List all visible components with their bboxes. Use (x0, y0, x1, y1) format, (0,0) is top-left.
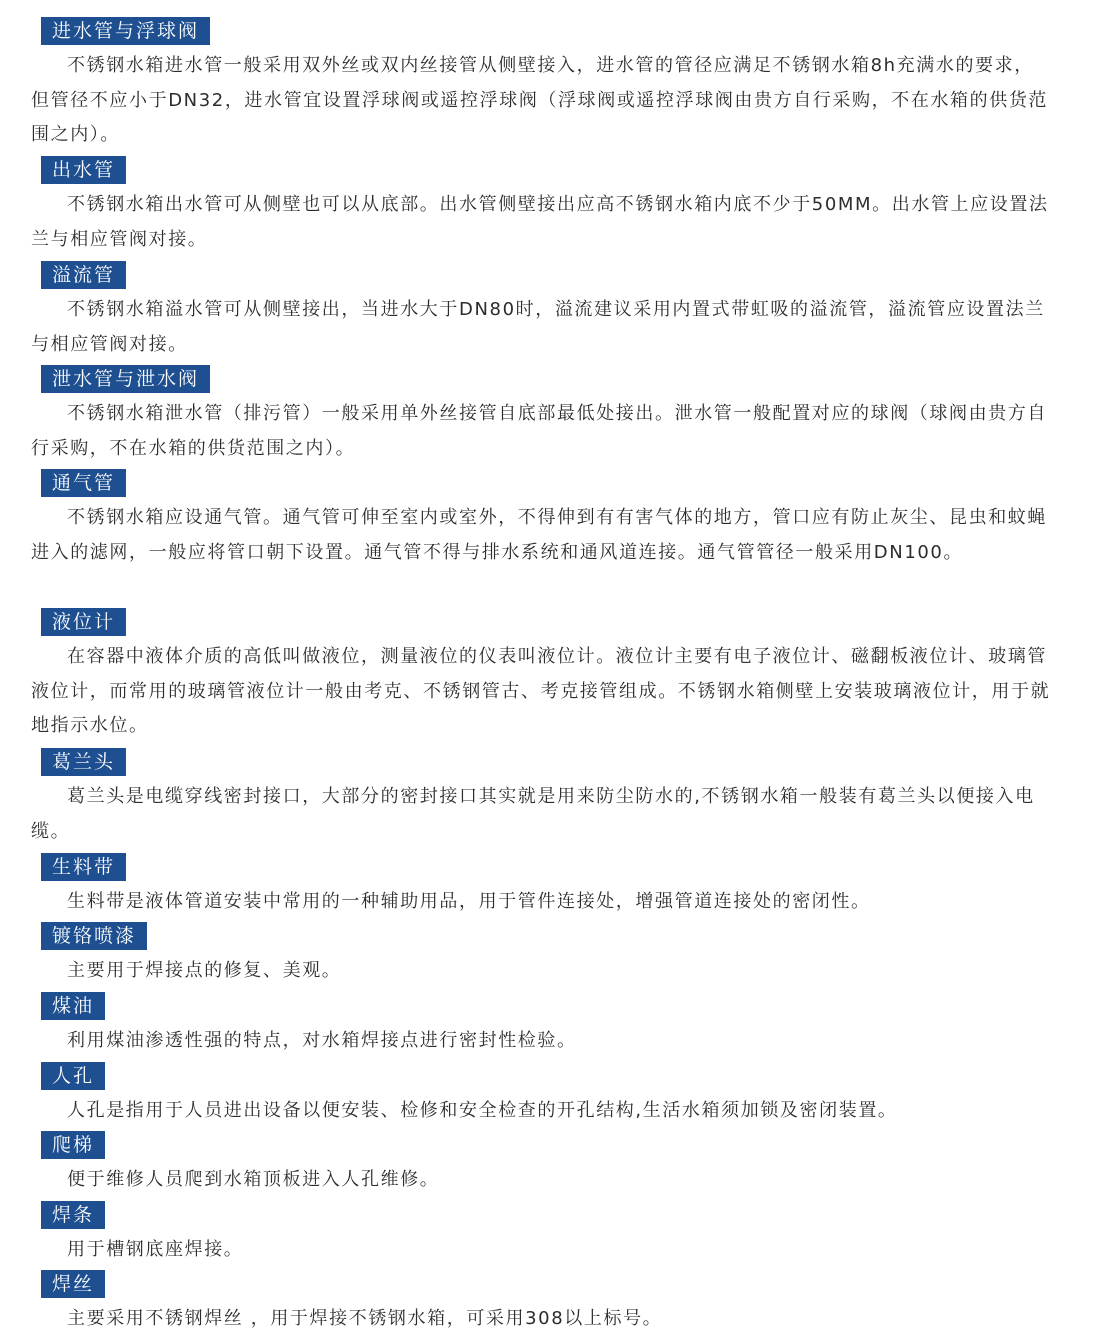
section-body: 生料带是液体管道安装中常用的一种辅助用品，用于管件连接处，增强管道连接处的密闭性。 (67, 891, 871, 912)
section-body: 不锈钢水箱进水管一般采用双外丝或双内丝接管从侧壁接入，进水管的管径应满足不锈钢水箱8h充满水的要求，但管径不应小于DN32，进水管宜设置浮球阀或遥控浮球阀（浮球阀或遥控浮球阀由贵方自行采购，不在水箱的供货范围之内）。 (31, 55, 1049, 146)
section-body: 人孔是指用于人员进出设备以便安装、检修和安全检查的开孔结构,生活水箱须加锁及密闭装置。 (67, 1100, 898, 1121)
section-heading: 人孔 (41, 1062, 105, 1090)
section-heading: 焊条 (41, 1201, 105, 1229)
section-body: 不锈钢水箱出水管可从侧壁也可以从底部。出水管侧壁接出应高不锈钢水箱内底不少于50MM。出水管上应设置法兰与相应管阀对接。 (31, 194, 1049, 250)
section-body: 主要采用不锈钢焊丝 ，用于焊接不锈钢水箱，可采用308以上标号。 (67, 1308, 663, 1329)
section-body: 不锈钢水箱应设通气管。通气管可伸至室内或室外，不得伸到有有害气体的地方，管口应有防止灰尘、昆虫和蚊蝇进入的滤网，一般应将管口朝下设置。通气管不得与排水系统和通风道连接。通气管管径一般采用DN100。 (31, 507, 1047, 563)
section-body: 不锈钢水箱泄水管（排污管）一般采用单外丝接管自底部最低处接出。泄水管一般配置对应的球阀（球阀由贵方自行采购，不在水箱的供货范围之内）。 (31, 403, 1047, 459)
section-heading: 镀铬喷漆 (41, 922, 147, 950)
section-body: 葛兰头是电缆穿线密封接口，大部分的密封接口其实就是用来防尘防水的,不锈钢水箱一般装有葛兰头以便接入电缆。 (31, 786, 1035, 842)
section-heading: 液位计 (41, 608, 126, 636)
section-heading: 泄水管与泄水阀 (41, 365, 210, 393)
section-body: 便于维修人员爬到水箱顶板进入人孔维修。 (67, 1169, 440, 1190)
section-heading: 通气管 (41, 469, 126, 497)
section-heading: 进水管与浮球阀 (41, 17, 210, 45)
section-heading: 生料带 (41, 853, 126, 881)
section-body: 主要用于焊接点的修复、美观。 (67, 960, 342, 981)
section-body: 用于槽钢底座焊接。 (67, 1239, 244, 1260)
section-body: 在容器中液体介质的高低叫做液位，测量液位的仪表叫液位计。液位计主要有电子液位计、磁翻板液位计、玻璃管液位计，而常用的玻璃管液位计一般由考克、不锈钢管古、考克接管组成。不锈钢水箱侧壁上安装玻璃液位计，用于就地指示水位。 (31, 646, 1051, 737)
section-heading: 出水管 (41, 156, 126, 184)
section-heading: 溢流管 (41, 261, 126, 289)
section-body: 利用煤油渗透性强的特点，对水箱焊接点进行密封性检验。 (67, 1030, 577, 1051)
section-body: 不锈钢水箱溢水管可从侧壁接出，当进水大于DN80时，溢流建议采用内置式带虹吸的溢流管，溢流管应设置法兰与相应管阀对接。 (31, 299, 1045, 355)
section-heading: 爬梯 (41, 1131, 105, 1159)
section-heading: 葛兰头 (41, 748, 126, 776)
section-heading: 焊丝 (41, 1270, 105, 1298)
section-heading: 煤油 (41, 992, 105, 1020)
